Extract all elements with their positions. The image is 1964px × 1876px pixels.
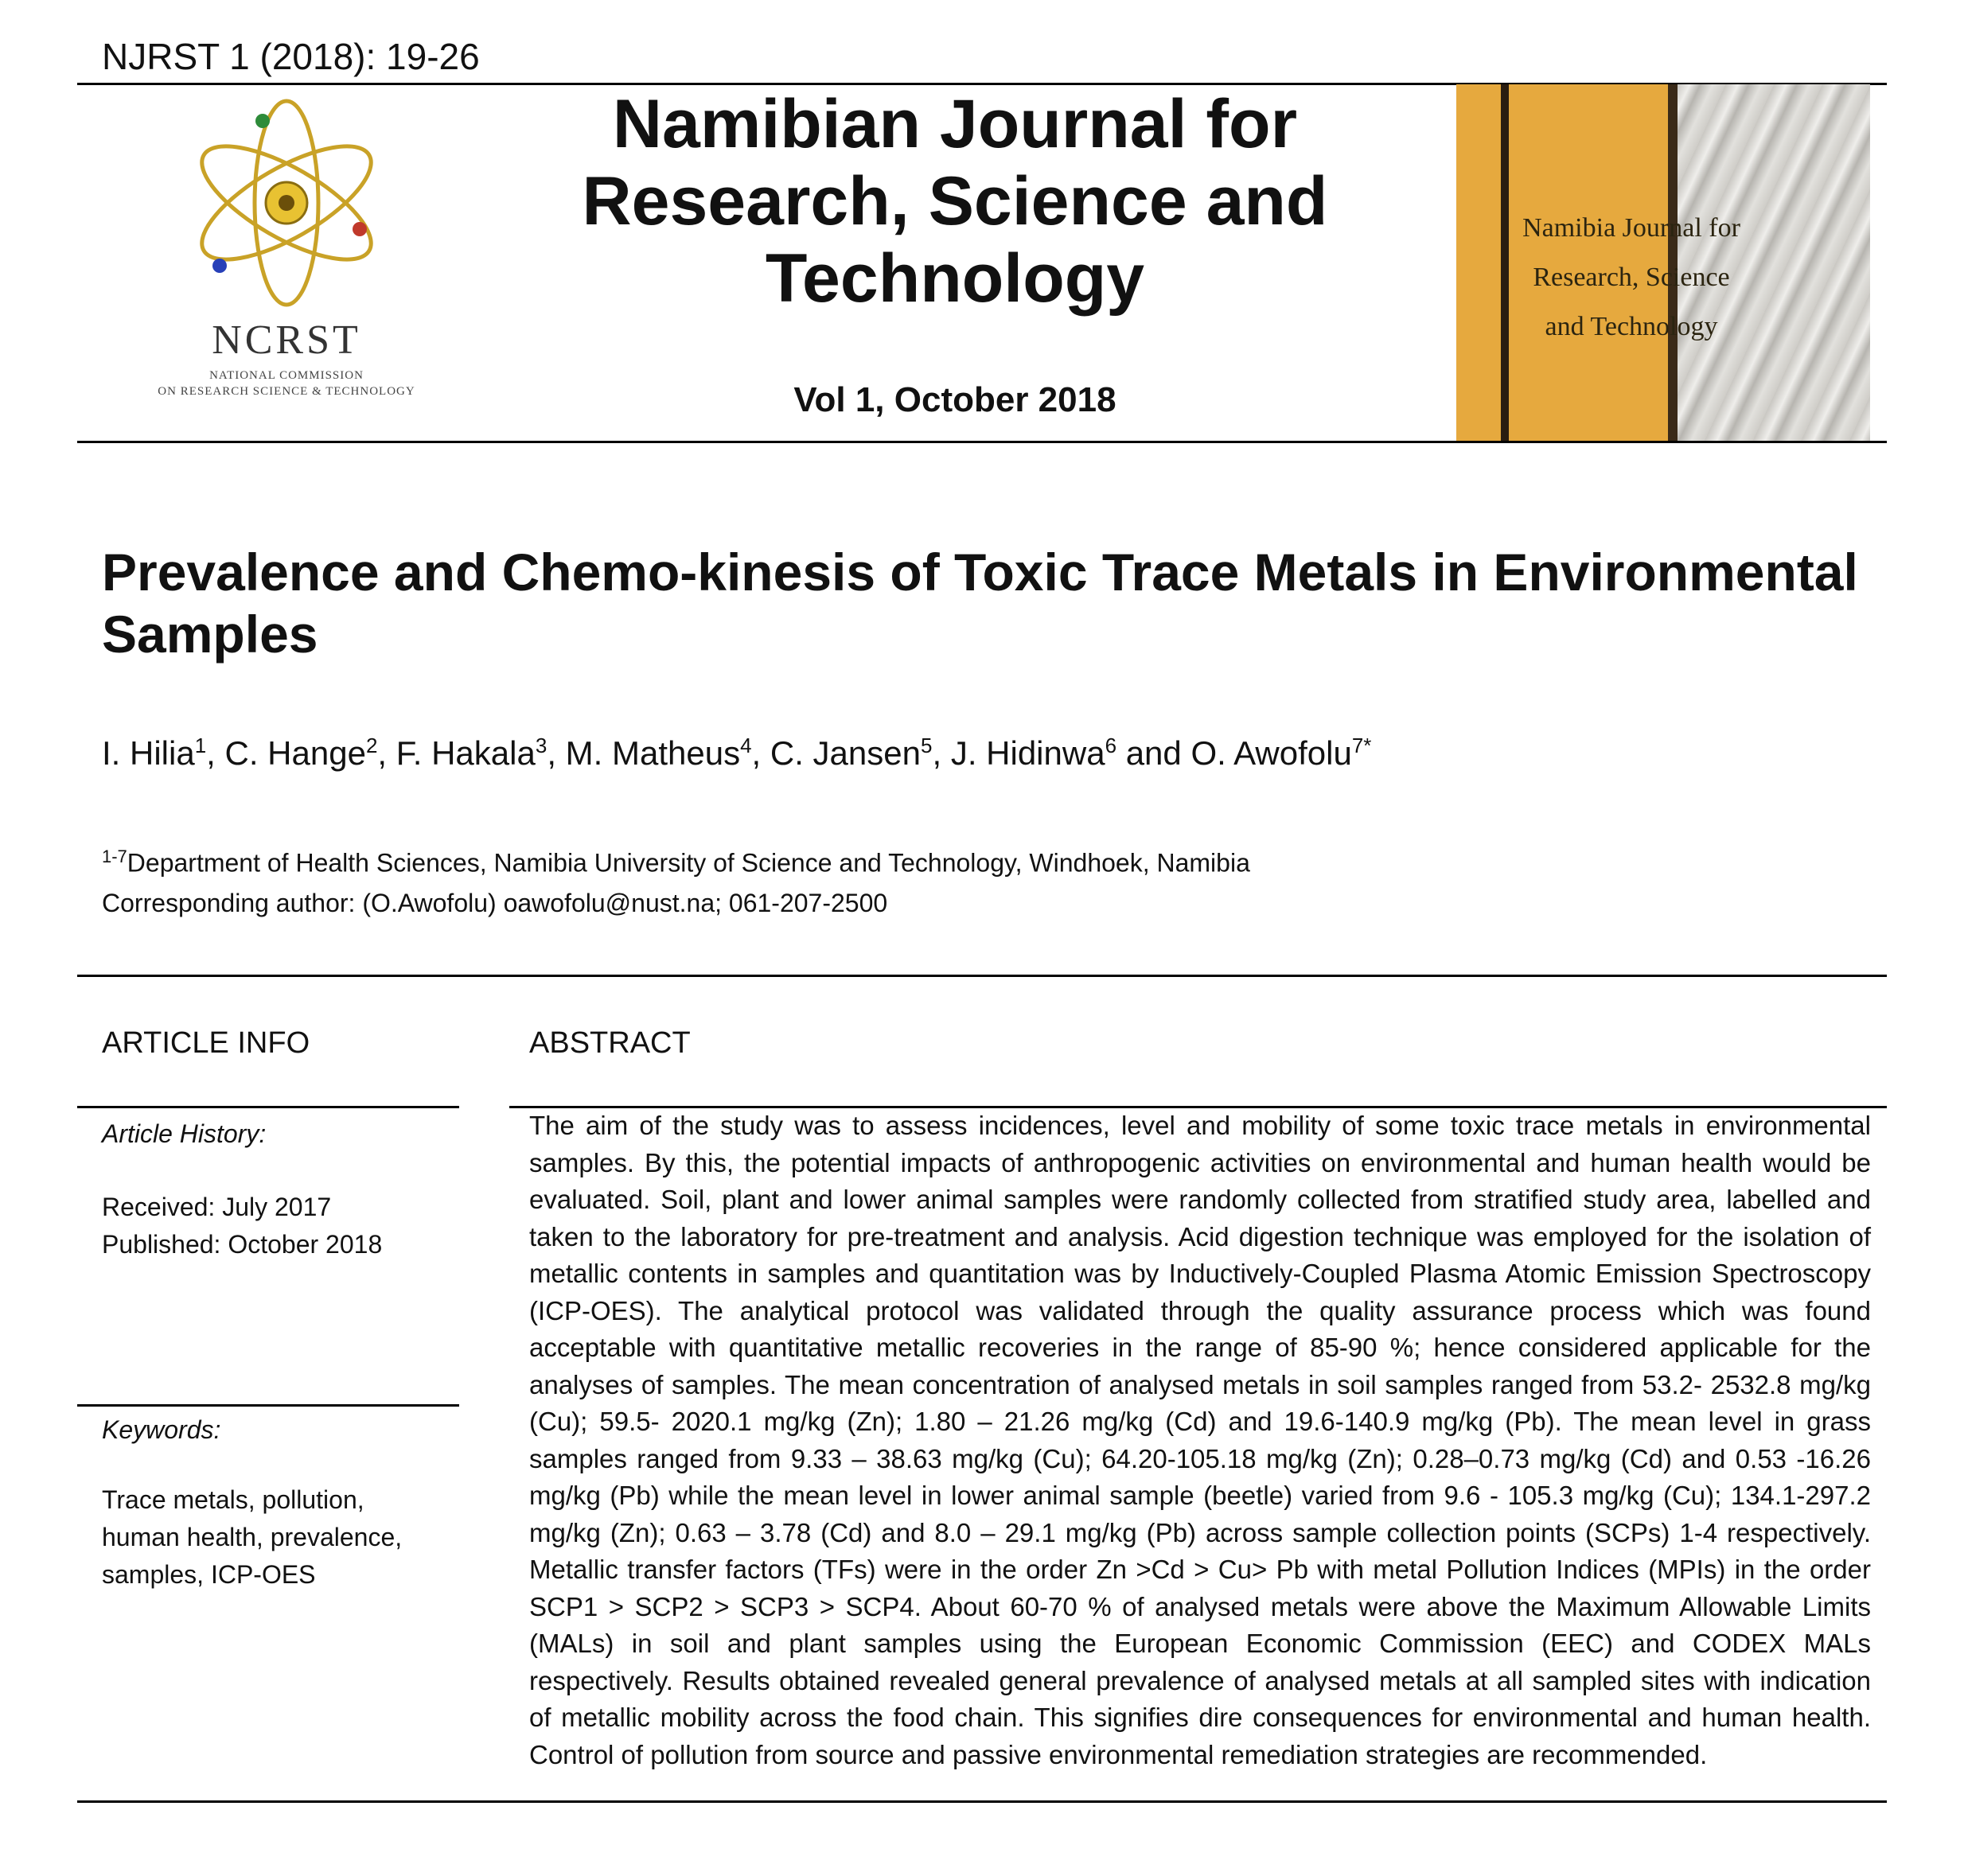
- author-name: C. Hange: [224, 734, 366, 772]
- journal-title-line: Technology: [765, 240, 1145, 317]
- author-affiliation-number: 6: [1105, 734, 1117, 757]
- atom-emblem-icon: [151, 95, 422, 318]
- author-separator: and: [1116, 734, 1191, 772]
- cover-title: [1512, 204, 1751, 352]
- keywords-label-text: Keywords:: [102, 1415, 221, 1444]
- logo-acronym: NCRST: [212, 317, 361, 363]
- cover-stripe: [1501, 84, 1509, 441]
- author-name: I. Hilia: [102, 734, 195, 772]
- abstract-text: The aim of the study was to assess incidences, level and mobility of some toxic trace metals in environmental samples. By this, the potential impacts of anthropogenic activities on environmental and human health would be evaluated. Soil, plant and lower animal samples were randomly collected from stratified study area, labelled and taken to the laboratory for pre-treatment and analysis. Acid digestion technique was employed for the isolation of metallic contents in samples and quantitation was by Inductively-Coupled Plasma Atomic Emission Spectroscopy (ICP-OES). The analytical protocol was validated through the quality assurance process which was found acceptable with quantitative metallic recoveries in the range of 85-90 %; hence considered applicable for the analyses of samples. The mean concentration of analysed metals in soil samples ranged from 53.2- 2532.8 mg/kg (Cu); 59.5- 2020.1 mg/kg (Zn); 1.80 – 21.26 mg/kg (Cd) and 19.6-140.9 mg/kg (Pb). The mean level in grass samples ranged from 9.33 – 38.63 mg/kg (Cu); 64.20-105.18 mg/kg (Zn); 0.28–0.73 mg/kg (Cd) and 0.53 -16.26 mg/kg (Pb) while the mean level in lower animal sample (beetle) varied from 9.6 - 105.3 mg/kg (Cu); 134.1-297.2 mg/kg (Zn); 0.63 – 3.78 (Cd) and 8.0 – 29.1 mg/kg (Pb) across sample collection points (SCPs) 1-4 respectively. Metallic transfer factors (TFs) were in the order Zn >Cd > Cu> Pb with metal Pollution Indices (MPIs) in the order SCP1 > SCP2 > SCP3 > SCP4. About 60-70 % of analysed metals were above the Maximum Allowable Limits (MALs) in soil and plant samples using the European Economic Commission (EEC) and CODEX MALs respectively. Results obtained revealed general prevalence of analysed metals at all sampled sites with indication of metallic mobility across the food chain. This signifies dire consequences for environmental and human health. Control of pollution from source and passive environmental remediation strategies are recommended.: [529, 1111, 1871, 1769]
- published-date: Published: October 2018: [102, 1230, 383, 1259]
- author-separator: ,: [377, 734, 396, 772]
- cover-title-line: Research, Science: [1533, 263, 1730, 292]
- keywords-line: samples, ICP-OES: [102, 1560, 316, 1589]
- article-history-label: Article History:: [102, 1119, 267, 1148]
- keywords-line: human health, prevalence,: [102, 1523, 403, 1551]
- author-affiliation-number: 1: [194, 734, 207, 757]
- author-name: C. Jansen: [770, 734, 921, 772]
- author-affiliation-number: 2: [365, 734, 378, 757]
- author-separator: ,: [206, 734, 225, 772]
- article-dates: [102, 1189, 382, 1263]
- author-name: O. Awofolu: [1190, 734, 1352, 772]
- section-rule: [77, 975, 1887, 977]
- logo-subtitle: ON RESEARCH SCIENCE & TECHNOLOGY: [158, 385, 415, 398]
- affiliation-number: 1-7: [102, 847, 127, 866]
- footer-rule: [77, 1800, 1887, 1803]
- author-name: J. Hidinwa: [950, 734, 1105, 772]
- journal-title-line: Namibian Journal for: [612, 86, 1298, 162]
- affiliation: [102, 837, 1250, 883]
- author-name: M. Matheus: [565, 734, 741, 772]
- journal-volume: Vol 1, October 2018: [793, 380, 1116, 419]
- cover-title-line: Namibia Journal for: [1522, 213, 1740, 243]
- corresponding-author-mark: *: [1363, 734, 1372, 757]
- article-info-heading: ARTICLE INFO: [102, 1026, 310, 1060]
- received-date: Received: July 2017: [102, 1193, 332, 1221]
- article-title: Prevalence and Chemo-kinesis of Toxic Trace Metals in Environmental Samples: [102, 543, 1858, 664]
- corresponding-author: Corresponding author: (O.Awofolu) oawofolu@nust.na; 061-207-2500: [102, 888, 888, 917]
- article-info-rule: [77, 1106, 459, 1108]
- author-affiliation-number: 4: [740, 734, 752, 757]
- author-name: F. Hakala: [396, 734, 536, 772]
- affiliation-text: Department of Health Sciences, Namibia University of Science and Technology, Windhoek, Namibia: [127, 848, 1250, 878]
- keywords-line: Trace metals, pollution,: [102, 1485, 364, 1514]
- author-separator: ,: [751, 734, 770, 772]
- header-bottom-rule: [77, 441, 1887, 443]
- logo-subtitle: NATIONAL COMMISSION: [209, 369, 364, 382]
- journal-reference: NJRST 1 (2018): 19-26: [102, 36, 480, 77]
- ncrst-logo: [151, 95, 422, 430]
- journal-cover-image: [1456, 84, 1870, 441]
- article-history: [102, 1115, 266, 1153]
- keywords-list: [102, 1481, 402, 1594]
- author-separator: ,: [932, 734, 951, 772]
- abstract-heading: ABSTRACT: [529, 1026, 691, 1060]
- author-affiliation-number: 7: [1351, 734, 1364, 757]
- author-affiliation-number: 3: [535, 734, 548, 757]
- author-list: [102, 734, 1371, 773]
- cover-title-line: and Technology: [1545, 312, 1718, 341]
- author-affiliation-number: 5: [921, 734, 933, 757]
- keywords-rule: [77, 1404, 459, 1407]
- keywords-label: [102, 1411, 220, 1449]
- journal-title: [557, 86, 1353, 317]
- affiliation-block: [102, 837, 1250, 923]
- author-separator: ,: [547, 734, 566, 772]
- journal-title-line: Research, Science and: [582, 163, 1328, 239]
